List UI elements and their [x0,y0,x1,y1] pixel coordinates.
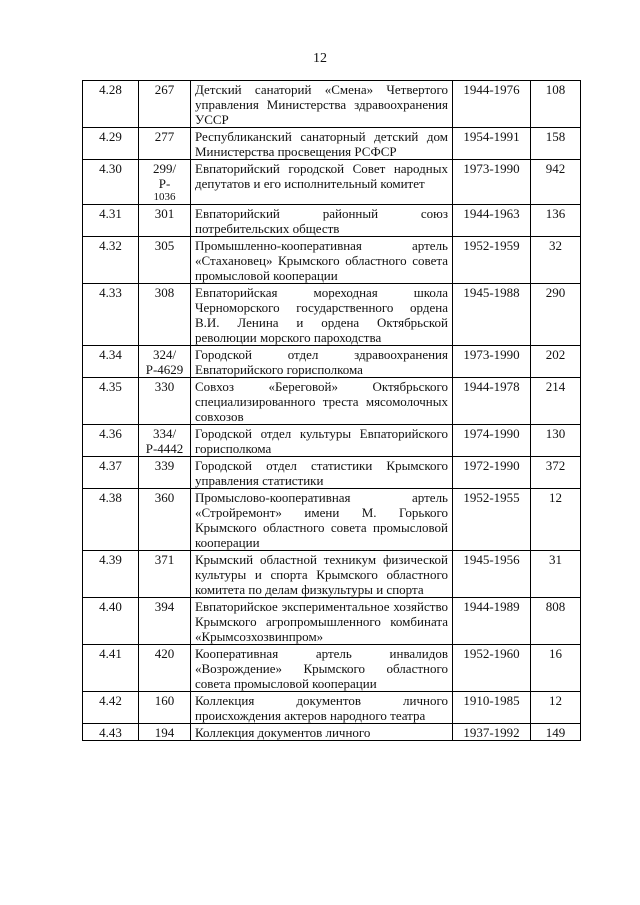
fond-number-line: 330 [154,379,175,394]
table-row [83,128,581,160]
row-index: 4.36 [83,425,139,457]
fond-number [139,645,191,692]
row-index: 4.38 [83,489,139,551]
fond-number-line: 1036 [153,191,176,203]
item-count: 130 [531,425,581,457]
fond-number [139,81,191,128]
fond-number-line: 299/ [152,161,177,176]
fond-number [139,598,191,645]
fond-number [139,284,191,346]
table-row [83,645,581,692]
date-range: 1944-1963 [453,205,531,237]
table-row [83,237,581,284]
item-count: 158 [531,128,581,160]
row-index: 4.28 [83,81,139,128]
fond-number [139,425,191,457]
fond-number-line: 277 [154,129,175,144]
fond-number-line: 160 [154,693,175,708]
fond-number-line: 324/ [152,347,177,362]
item-count: 149 [531,724,581,741]
fond-number [139,346,191,378]
fond-name: Коллекция документов личного происхождения актеров народного театра [191,692,453,724]
item-count: 136 [531,205,581,237]
table-row [83,205,581,237]
row-index: 4.31 [83,205,139,237]
table-row [83,160,581,205]
fond-name: Евпаторийское экспериментальное хозяйство Крымского агропромышленного комбината «Крымсозхозвинпром» [191,598,453,645]
fond-name: Промышленно-кооперативная артель «Стахановец» Крымского областного совета промысловой кооперации [191,237,453,284]
row-index: 4.29 [83,128,139,160]
item-count: 202 [531,346,581,378]
item-count: 290 [531,284,581,346]
table-row [83,724,581,741]
table-row [83,378,581,425]
date-range: 1945-1956 [453,551,531,598]
fond-name: Республиканский санаторный детский дом Министерства просвещения РСФСР [191,128,453,160]
fond-name: Промыслово-кооперативная артель «Стройремонт» имени М. Горького Крымского областного совета промысловой кооперации [191,489,453,551]
fond-number-line: 339 [154,458,175,473]
table-row [83,692,581,724]
fond-number [139,692,191,724]
date-range: 1944-1989 [453,598,531,645]
item-count: 942 [531,160,581,205]
item-count: 108 [531,81,581,128]
fond-number-line: 308 [154,285,175,300]
date-range: 1954-1991 [453,128,531,160]
fond-number [139,128,191,160]
fond-name: Евпаторийский районный союз потребительских обществ [191,205,453,237]
fond-number-line: 305 [154,238,175,253]
fond-number [139,724,191,741]
fond-number [139,489,191,551]
date-range: 1910-1985 [453,692,531,724]
fond-number-line: 267 [154,82,175,97]
row-index: 4.33 [83,284,139,346]
item-count: 214 [531,378,581,425]
date-range: 1973-1990 [453,160,531,205]
row-index: 4.41 [83,645,139,692]
date-range: 1952-1959 [453,237,531,284]
fond-name: Городской отдел статистики Крымского управления статистики [191,457,453,489]
fond-number [139,457,191,489]
item-count: 31 [531,551,581,598]
date-range: 1974-1990 [453,425,531,457]
table-body [83,81,581,741]
fond-number [139,378,191,425]
fond-number [139,551,191,598]
item-count: 372 [531,457,581,489]
date-range: 1952-1955 [453,489,531,551]
table-row [83,284,581,346]
row-index: 4.42 [83,692,139,724]
row-index: 4.32 [83,237,139,284]
fond-number-line: Р-4629 [145,362,184,377]
table-row [83,81,581,128]
table-row [83,551,581,598]
item-count: 12 [531,489,581,551]
date-range: 1952-1960 [453,645,531,692]
fond-number-line: 194 [154,725,175,740]
fond-name: Совхоз «Береговой» Октябрьского специализированного треста мясомолочных совхозов [191,378,453,425]
fond-number-line: 420 [154,646,175,661]
fond-number-line: 334/ [152,426,177,441]
table-row [83,598,581,645]
item-count: 808 [531,598,581,645]
fond-number [139,160,191,205]
fond-name: Кооперативная артель инвалидов «Возрождение» Крымского областного совета промысловой кооперации [191,645,453,692]
row-index: 4.40 [83,598,139,645]
row-index: 4.43 [83,724,139,741]
row-index: 4.34 [83,346,139,378]
date-range: 1972-1990 [453,457,531,489]
table-row [83,457,581,489]
item-count: 12 [531,692,581,724]
fond-name: Детский санаторий «Смена» Четвертого управления Министерства здравоохранения УССР [191,81,453,128]
fond-number-line: Р- [158,176,171,191]
fond-number-line: 394 [154,599,175,614]
fond-number-line: 360 [154,490,175,505]
table-row [83,425,581,457]
item-count: 16 [531,645,581,692]
date-range: 1973-1990 [453,346,531,378]
table-row [83,489,581,551]
page-number: 12 [313,51,327,66]
date-range: 1944-1978 [453,378,531,425]
fond-name: Евпаторийский городской Совет народных депутатов и его исполнительный комитет [191,160,453,205]
fond-number-line: 301 [154,206,175,221]
fond-number-line: Р-4442 [145,441,184,456]
row-index: 4.35 [83,378,139,425]
date-range: 1937-1992 [453,724,531,741]
item-count: 32 [531,237,581,284]
row-index: 4.39 [83,551,139,598]
fond-name: Коллекция документов личного [191,724,453,741]
fond-name: Городской отдел культуры Евпаторийского горисполкома [191,425,453,457]
row-index: 4.37 [83,457,139,489]
archive-fonds-table [82,80,581,741]
table-row [83,346,581,378]
fond-name: Городской отдел здравоохранения Евпаторийского горисполкома [191,346,453,378]
fond-number-line: 371 [154,552,175,567]
date-range: 1945-1988 [453,284,531,346]
fond-number [139,205,191,237]
row-index: 4.30 [83,160,139,205]
date-range: 1944-1976 [453,81,531,128]
fond-number [139,237,191,284]
fond-name: Евпаторийская мореходная школа Черноморского государственного ордена В.И. Ленина и ордена Октябрьской революции морского пароходства [191,284,453,346]
fond-name: Крымский областной техникум физической культуры и спорта Крымского областного комитета по делам физкультуры и спорта [191,551,453,598]
